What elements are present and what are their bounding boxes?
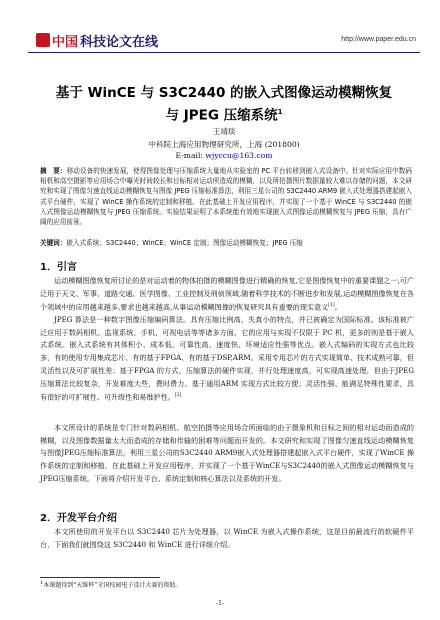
intro-paragraph-1: 运动模糊图像恢复所讨论的是对运动着的物体拍摄的模糊图像进行精确的恢复,它是图像恢复中的重要课题之一,可广泛用于天文、军事、道路交通、医学图像、工业控制及刑侦领域,随着科学技术的不断进步和发展,运动模糊图像恢复在各个领域中的应用越来越多,要求也越来越高,从事运动模糊图像的恢复研究具有重要的现实意义[1]。 [40, 276, 414, 312]
footnote-text: 本课题得到“天维杯”全国校园电子设计大赛的资助。 [43, 582, 182, 589]
abstract-label: 摘 要： [40, 167, 67, 175]
section-heading-platform: 2．开发平台介绍 [40, 513, 117, 524]
section-heading-intro: 1．引言 [40, 262, 77, 273]
intro-paragraph-3: 本文所设计的系统是专门针对数码相机、航空拍摄等应用场合所面临的由于摄象机和目标之间的相对运动而造成的模糊，以及图像数据量太大而造成的存储和传输的困难等问题而开发的。本文研究和实现了图像匀速直线运动模糊恢复与图像JPEG压缩标准算法，利用三星公司的S3C2440 ARM9嵌入式处理器搭建起嵌入式平台硬件，实现了WinCE 操作系统的定制和移植，在此基础上开发应用程序，并实现了一个基于WinCE与S3C2440的嵌入式图像运动模糊恢复与JPEG压缩系统。下面将介绍开发平台、系统定制和核心算法以及系统的开发。 [40, 423, 414, 483]
intro-paragraph-2: JPEG 算法是一种数字图像压缩编码算法。具有压缩比例高、失真小的特点，并已被确定为国际标准。该标准被广泛应用于数码相机、监视系统、手机、可视电话等等诸多方面。它的应用与实现不仅限于 PC 机，更多的则是基于嵌入式系统。嵌入式系统有其体积小、成本低、可靠性高、速度快、环境适应性强等优点。嵌入式编码的实现方式也比较多，有的使用专用集成芯片、有的基于FPGA、有的基于DSP,ARM。采用专用芯片的方式实现简单、技术成熟可靠，但灵活性以及可扩展性差；基于FPGA 的方式，压缩算法的硬件实现，并行处理速度高，可实现高速处理，但由于JPEG 压缩算法比较复杂，开发难度大些，费时费力。基于通用ARM 实现方式比较方便；灵活性强、能满足特殊性要求，具有很好的可扩展性、可升级性和易维护性。[2] [40, 315, 414, 402]
title-footnote-mark: 1 [277, 108, 283, 116]
journal-header [28, 30, 420, 53]
citation-1: [1] [328, 303, 335, 309]
author-affiliation: 中科院上海应用物理研究所，上海 (201800) [148, 140, 300, 149]
footnote-mark: 1 [40, 580, 44, 586]
footnote-rule [40, 577, 160, 578]
paper-title-line1: 基于 WinCE 与 S3C2440 的嵌入式图像运动模糊恢复 [55, 85, 393, 101]
platform-paragraph-1: 本文所使用的开发平台以 S3C2440 芯片为处理器，以 WinCE 为嵌入式操作系统，这是目前最流行的软硬件平台，下面我们就围绕这 S3C2440 和 WinCE 进行详细介绍。 [40, 527, 414, 549]
logo-text-cn: 中国 [52, 34, 79, 50]
paper-title-line2: 与 JPEG 压缩系统$^1$ [165, 107, 283, 124]
footnote [40, 580, 181, 589]
author-name: 王靖琰 [212, 127, 236, 136]
journal-url[interactable]: http://www.paper.edu.cn [341, 36, 416, 43]
logo-mark-icon [36, 33, 50, 47]
citation-2: [2] [174, 393, 182, 399]
abstract-text: 移动设备的快速发展，使得图像处理与压缩系统大量地从实验室的 PC 平台转移到嵌入式设备中。针对实际应用中数码相机和高空摄影等应用场合中曝光时间较长和目标相对运动所造成的模糊，以及所拍摄图片数据量较大难以存储的问题，本文研究和实现了图像匀速直线运动模糊恢复与图像 JPEG 压缩标准算法，利用三星公司的 S3C2440 ARM9 嵌入式处理器搭建起嵌入式平台硬件，实现了 WinCE 操作系统的定制和移植。在此基础上开发应用程序，并实现了一个基于 WinCE 与 S3C2440 的嵌入式图像运动模糊恢复与 JPEG 压缩系统。实验结果证明了本系统能有效地实现嵌入式图像运动模糊恢复与 JPEG 压缩，具有广阔的应用前景。 [40, 167, 412, 227]
journal-logo [36, 32, 158, 48]
author-email [28, 151, 420, 161]
keywords-block [40, 238, 412, 248]
logo-text-main: 科技论文在线 [80, 34, 159, 50]
abstract-block [40, 166, 412, 227]
page-number: -1- [216, 600, 224, 607]
email-label: E-mail: [175, 151, 203, 160]
email-address[interactable]: wjyccu@163.com [205, 151, 273, 160]
keywords-text: 嵌入式系统；S3C2440；WinCE；WinCE 定制；图像运动模糊恢复；JPEG 压缩 [66, 239, 303, 247]
keywords-label: 关键词： [40, 239, 67, 247]
